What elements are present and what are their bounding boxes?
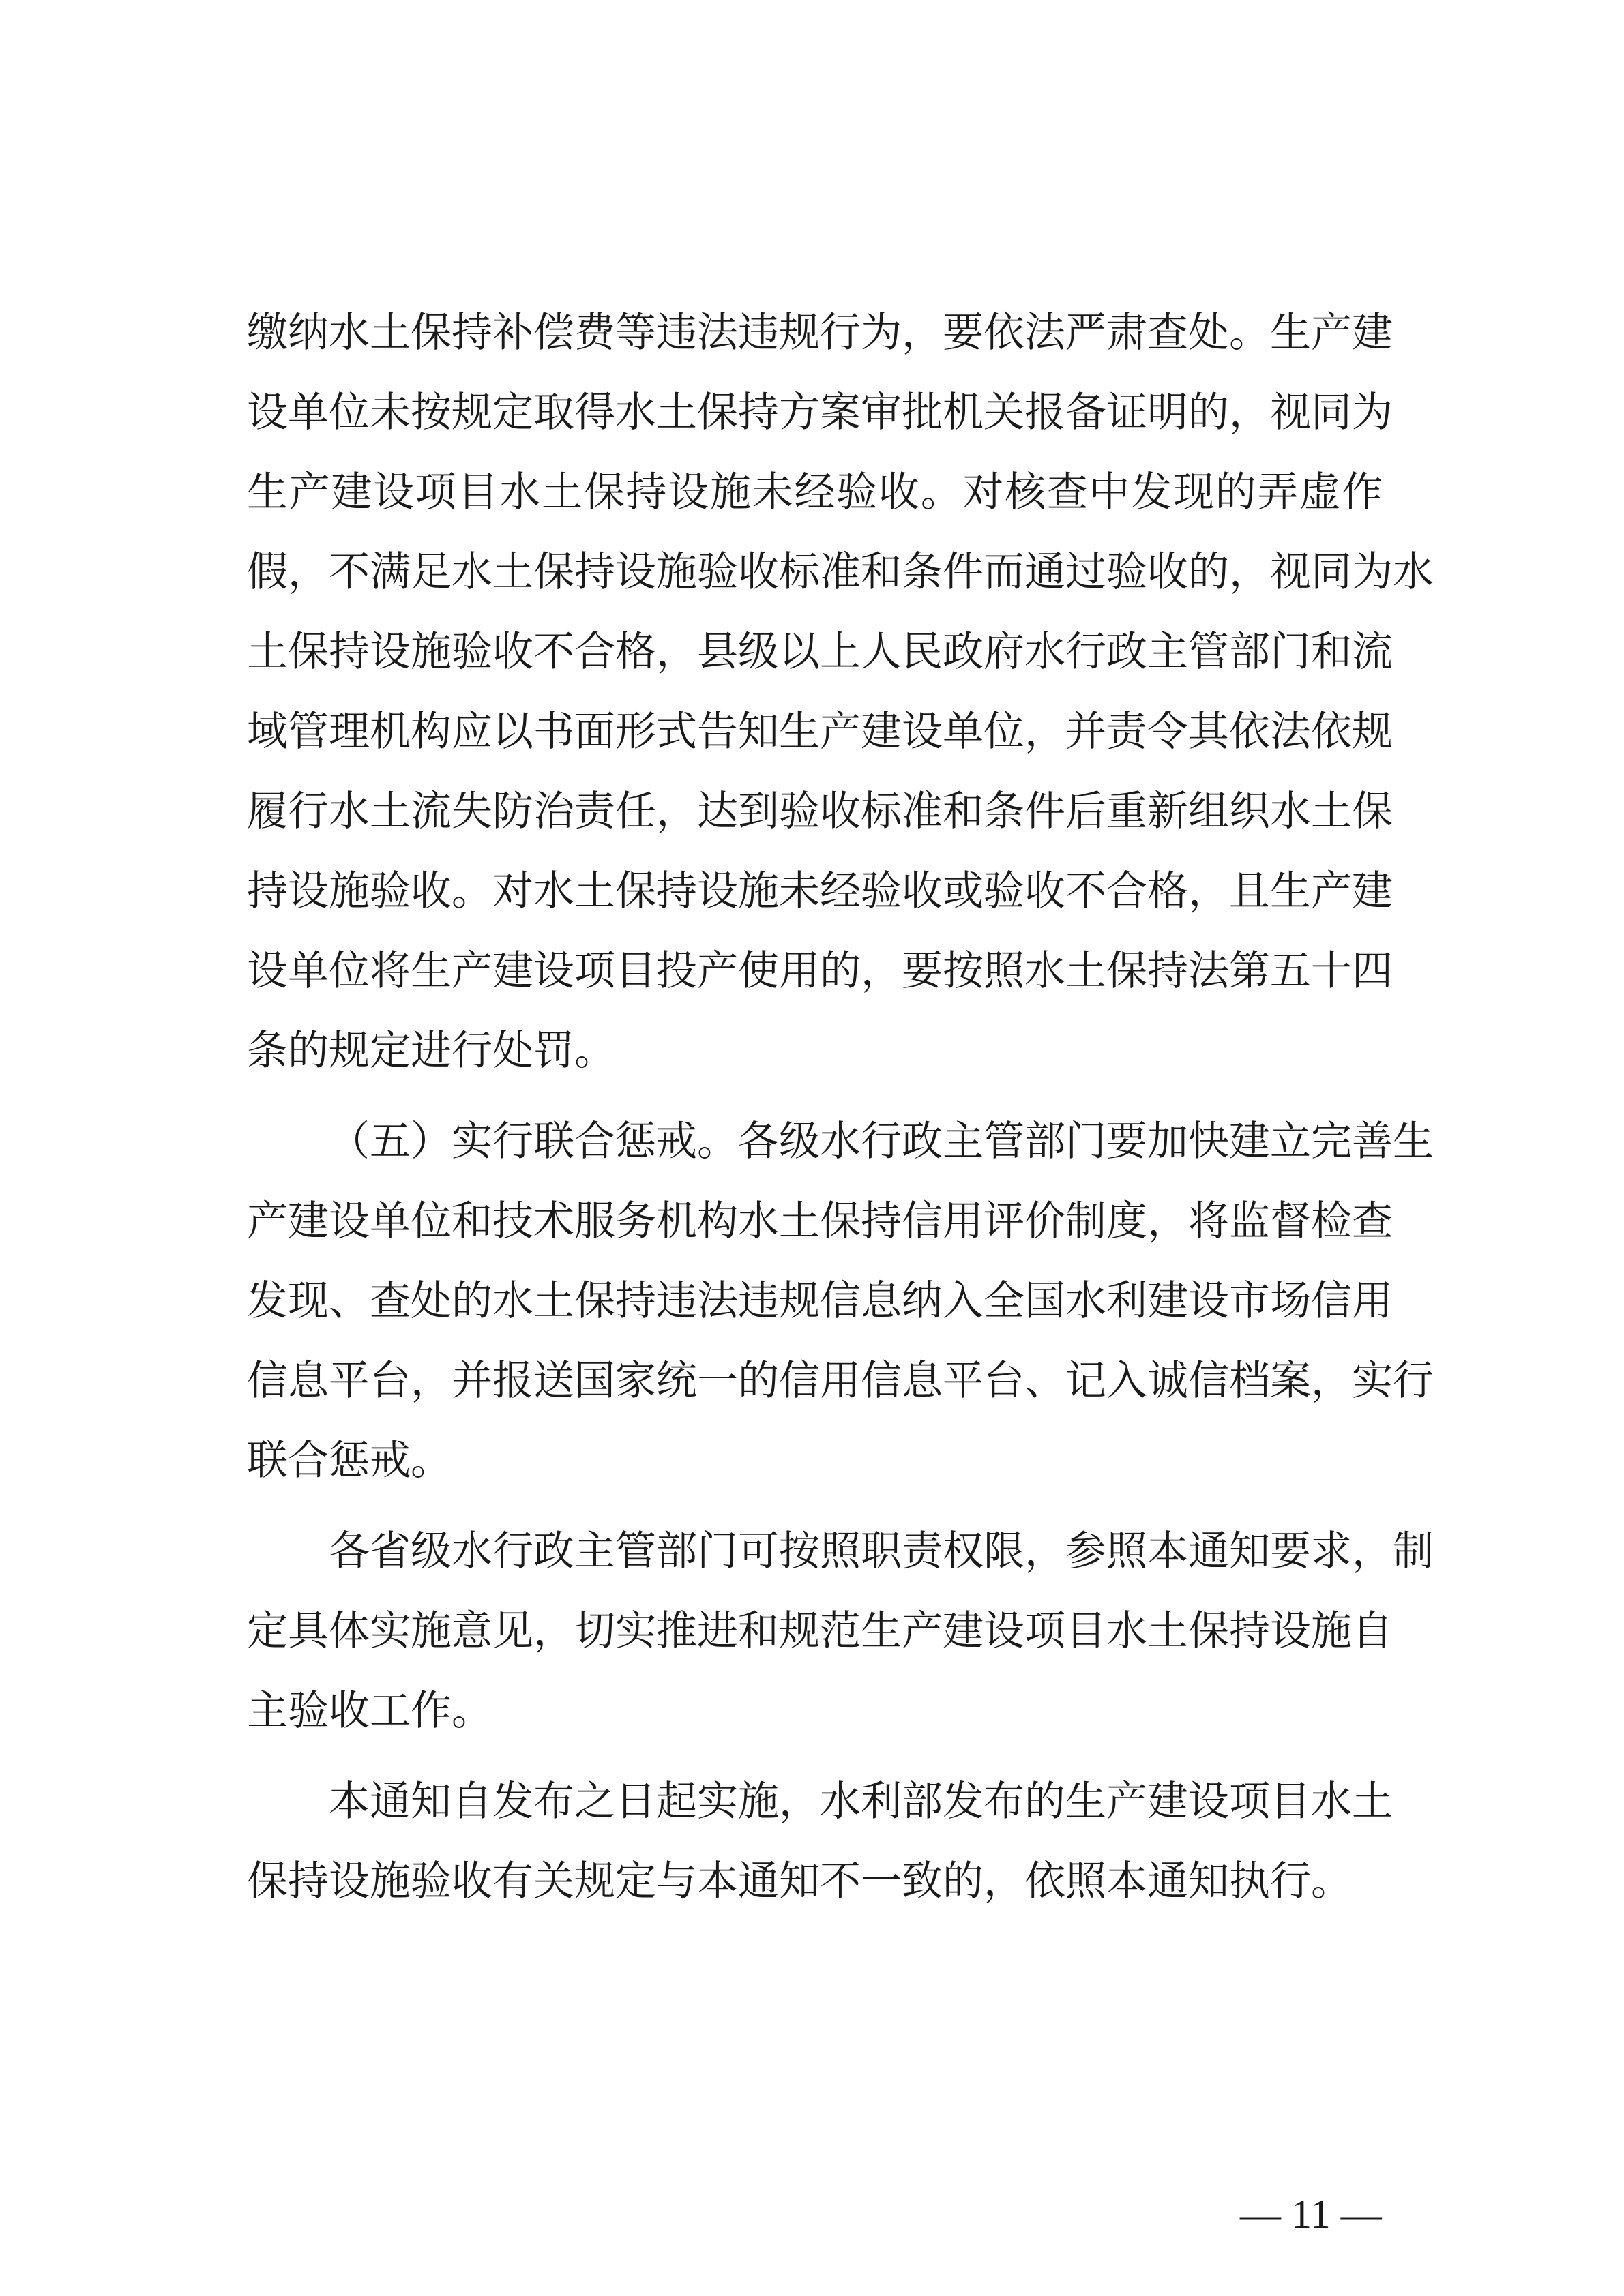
paragraph-gap bbox=[247, 1751, 1383, 1762]
paragraph-1-line-6: 域管理机构应以书面形式告知生产建设单位，并责令其依法依规 bbox=[247, 708, 1393, 756]
paragraph-4-line-1: 本通知自发布之日起实施，水利部发布的生产建设项目水土 bbox=[329, 1778, 1393, 1825]
paragraph-1-line-3: 生产建设项目水土保持设施未经验收。对核查中发现的弄虚作 bbox=[247, 468, 1383, 516]
paragraph-4-line-2: 保持设施验收有关规定与本通知不一致的，依照本通知执行。 bbox=[247, 1858, 1352, 1905]
page-number: — 11 — bbox=[1240, 2192, 1382, 2237]
paragraph-1-line-8: 持设施验收。对水土保持设施未经验收或验收不合格，且生产建 bbox=[247, 867, 1393, 915]
paragraph-2-line-2: 产建设单位和技术服务机构水土保持信用评价制度，将监督检查 bbox=[247, 1197, 1393, 1245]
paragraph-2-line-3: 发现、查处的水土保持违法违规信息纳入全国水利建设市场信用 bbox=[247, 1277, 1393, 1325]
paragraph-1-line-5: 土保持设施验收不合格，县级以上人民政府水行政主管部门和流 bbox=[247, 628, 1393, 676]
paragraph-1-line-9: 设单位将生产建设项目投产使用的，要按照水土保持法第五十四 bbox=[247, 947, 1393, 995]
paragraph-1-line-4: 假，不满足水土保持设施验收标准和条件而通过验收的，视同为水 bbox=[247, 548, 1434, 596]
body-text bbox=[247, 293, 1434, 1922]
paragraph-3-line-3: 主验收工作。 bbox=[247, 1687, 492, 1735]
paragraph-gap bbox=[247, 1501, 1383, 1512]
paragraph-2-line-1: （五）实行联合惩戒。各级水行政主管部门要加快建立完善生 bbox=[329, 1118, 1434, 1165]
paragraph-gap bbox=[247, 1091, 1383, 1102]
paragraph-1-line-7: 履行水土流失防治责任，达到验收标准和条件后重新组织水土保 bbox=[247, 788, 1393, 835]
paragraph-2-line-5: 联合惩戒。 bbox=[247, 1437, 452, 1485]
paragraph-1-line-10: 条的规定进行处罚。 bbox=[247, 1027, 615, 1075]
paragraph-1-line-2: 设单位未按规定取得水土保持方案审批机关报备证明的，视同为 bbox=[247, 389, 1393, 436]
paragraph-3-line-2: 定具体实施意见，切实推进和规范生产建设项目水土保持设施自 bbox=[247, 1607, 1393, 1655]
paragraph-3-line-1: 各省级水行政主管部门可按照职责权限，参照本通知要求，制 bbox=[329, 1527, 1434, 1575]
paragraph-2-line-4: 信息平台，并报送国家统一的信用信息平台、记入诚信档案，实行 bbox=[247, 1357, 1434, 1405]
paragraph-1-line-1: 缴纳水土保持补偿费等违法违规行为，要依法严肃查处。生产建 bbox=[247, 309, 1393, 357]
